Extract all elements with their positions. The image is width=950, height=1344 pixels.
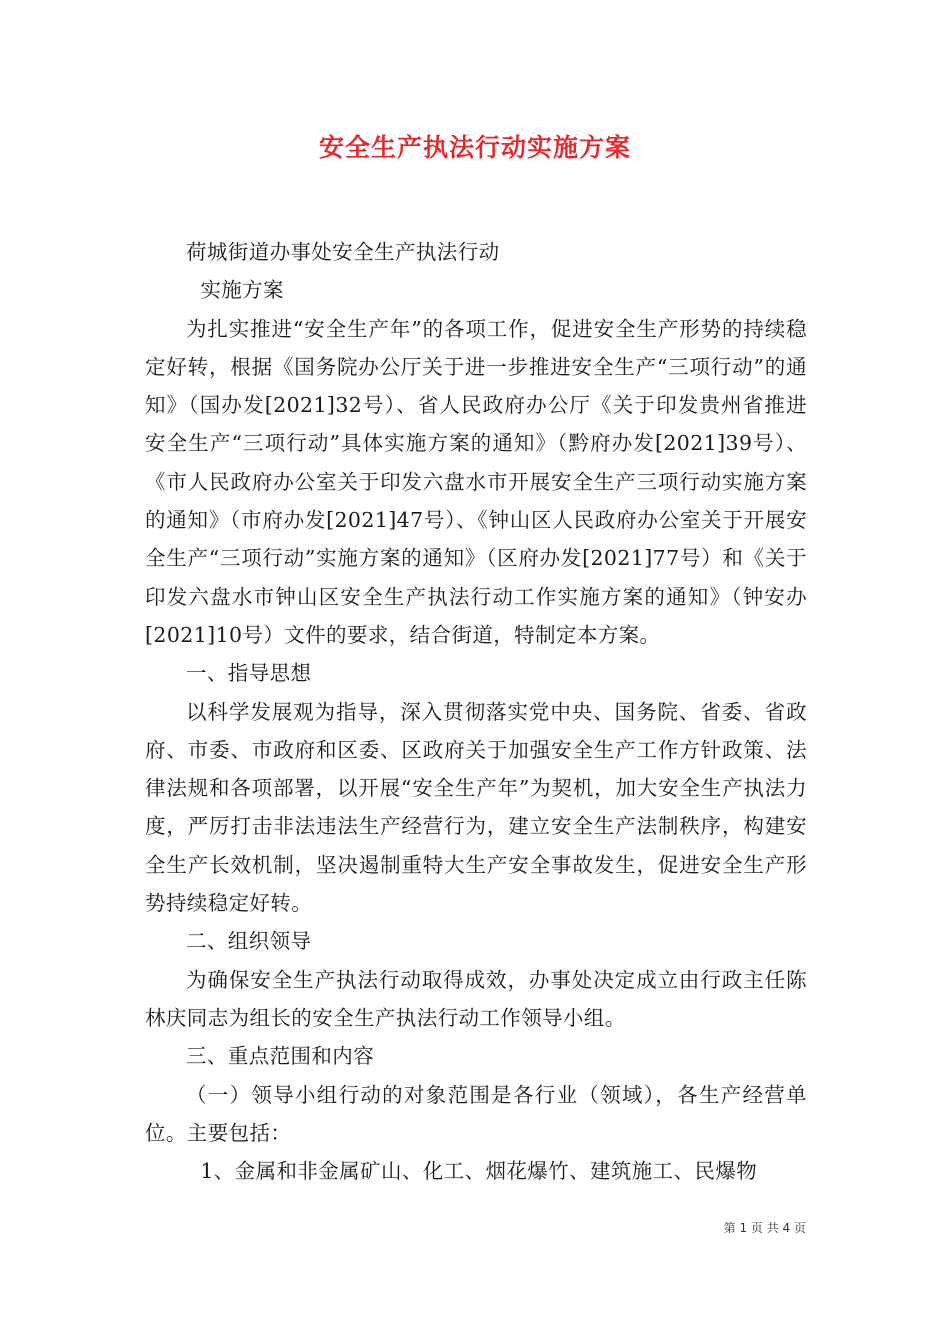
document-body [145, 233, 807, 1190]
section-heading-2: 二、组织领导 [186, 929, 312, 954]
page-number-indicator: 第 1 页 共 4 页 [723, 1221, 806, 1235]
paragraph-list-item-1: 1、金属和非金属矿山、化工、烟花爆竹、建筑施工、民爆物 [200, 1159, 758, 1184]
section-heading-3: 三、重点范围和内容 [186, 1044, 375, 1069]
paragraph-guiding-thought: 以科学发展观为指导，深入贯彻落实党中央、国务院、省委、省政府、市委、市政府和区委、区政府关于加强安全生产工作方针政策、法律法规和各项部署，以开展“安全生产年”为契机，加大安全生产执法力度，严厉打击非法违法生产经营行为，建立安全生产法制秩序，构建安全生产长效机制，坚决遏制重特大生产安全事故发生，促进安全生产形势持续稳定好转。 [145, 699, 807, 916]
paragraph-intro: 为扎实推进“安全生产年”的各项工作，促进安全生产形势的持续稳定好转，根据《国务院办公厅关于进一步推进安全生产“三项行动”的通知》（国办发[2021]32号）、省人民政府办公厅《关于印发贵州省推进安全生产“三项行动”具体实施方案的通知》（黔府办发[2021]39号）、《市人民政府办公室关于印发六盘水市开展安全生产三项行动实施方案的通知》（市府办发[2021]47号）、《钟山区人民政府办公室关于开展安全生产“三项行动”实施方案的通知》（区府办发[2021]77号）和《关于印发六盘水市钟山区安全生产执法行动工作实施方案的通知》（钟安办[2021]10号）文件的要求，结合街道，特制定本方案。 [145, 316, 807, 647]
paragraph-scope: （一）领导小组行动的对象范围是各行业（领域），各生产经营单位。主要包括： [145, 1082, 807, 1145]
paragraph-organization: 荷城街道办事处安全生产执法行动 [186, 240, 500, 264]
document-title: 安全生产执法行动实施方案 [318, 133, 631, 162]
paragraph-organization-leadership: 为确保安全生产执法行动取得成效，办事处决定成立由行政主任陈林庆同志为组长的安全生产执法行动工作领导小组。 [145, 967, 807, 1030]
section-heading-1: 一、指导思想 [186, 661, 312, 686]
paragraph-subtitle: 实施方案 [200, 278, 284, 303]
